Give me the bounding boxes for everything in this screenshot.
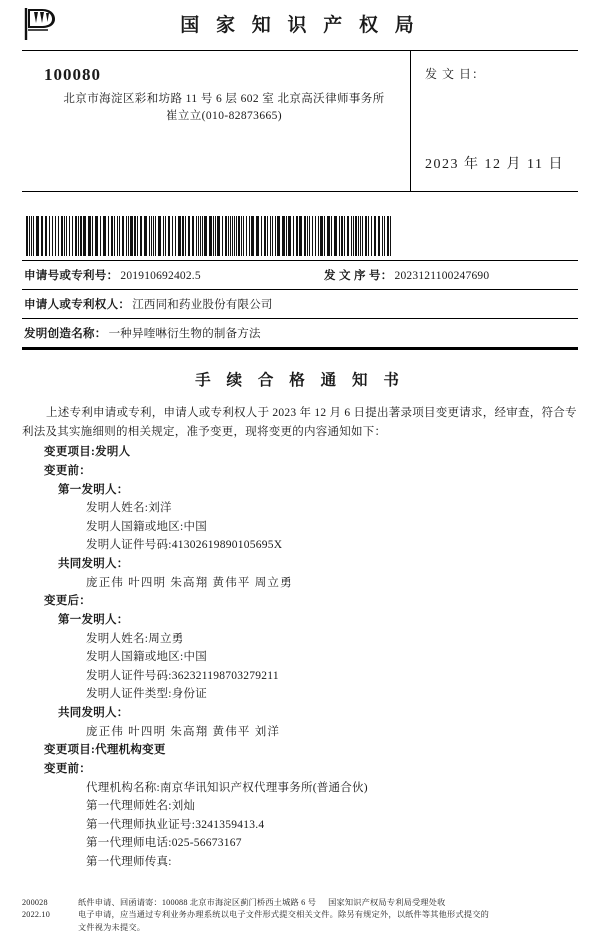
change-item-2: 变更项目:代理机构变更 xyxy=(44,744,166,757)
row-invention-title xyxy=(22,319,578,348)
after-label-1: 变更后： xyxy=(44,595,91,608)
before-label-2: 变更前： xyxy=(44,762,91,775)
agent-name: 第一代理师姓名:刘灿 xyxy=(86,800,196,813)
first-inventor-label-after: 第一发明人： xyxy=(58,613,129,626)
dispatch-date-value: 2023 年 12 月 11 日 xyxy=(425,157,564,172)
address-and-date-block xyxy=(22,51,578,192)
footer-line-3: 文件视为未提交。 xyxy=(78,922,146,932)
invention-title-label: 发明创造名称： xyxy=(24,328,107,340)
footer-line-2: 电子申请，应当通过专利业务办理系统以电子文件形式提交相关文件。除另有规定外，以纸件等其他形式提交的 xyxy=(78,910,489,920)
agent-fax: 第一代理师传真: xyxy=(86,856,172,868)
footer-line-1-a: 纸件申请、回函请寄：100088 北京市海淀区蓟门桥西土城路 6 号 xyxy=(78,898,317,908)
row-application-number xyxy=(22,261,578,290)
footer-line-1 xyxy=(78,897,578,909)
first-inventor-label-before: 第一发明人： xyxy=(58,483,129,496)
footer-line-1-b: 国家知识产权局专利局受理处收 xyxy=(328,898,446,908)
barcode-row xyxy=(22,192,578,261)
footer-code-line-1: 200028 xyxy=(22,898,48,908)
invention-title-cell xyxy=(24,325,261,341)
footer-code-line-2: 2022.10 xyxy=(22,910,51,920)
after-inventor-nationality: 发明人国籍或地区:中国 xyxy=(86,651,207,664)
document-header xyxy=(22,0,578,48)
applicant-value: 江西同和药业股份有限公司 xyxy=(132,299,273,311)
recipient-line: 崔立立(010-82873665) xyxy=(165,110,283,123)
footer-form-code xyxy=(22,897,78,934)
notice-body xyxy=(22,404,578,872)
notice-title: 手 续 合 格 通 知 书 xyxy=(195,372,405,389)
after-inventor-id: 发明人证件号码:362321198703279211 xyxy=(86,669,279,682)
co-inventor-label-after: 共同发明人： xyxy=(58,707,129,719)
dispatch-sequence-label: 发 文 序 号： xyxy=(324,270,393,282)
before-label-1: 变更前： xyxy=(44,464,91,477)
before-inventor-nationality: 发明人国籍或地区:中国 xyxy=(86,520,207,533)
co-inventors-before: 庞正伟 叶四明 朱高翔 黄伟平 周立勇 xyxy=(86,576,293,589)
before-inventor-name: 发明人姓名:刘洋 xyxy=(86,502,172,515)
row-applicant xyxy=(22,290,578,319)
after-inventor-id-type: 发明人证件类型:身份证 xyxy=(86,688,207,701)
dispatch-sequence-value: 2023121100247690 xyxy=(394,270,490,282)
document-footer xyxy=(22,897,578,934)
postcode: 100080 xyxy=(44,65,101,84)
dispatch-date-block xyxy=(410,51,578,191)
barcode-dispatch xyxy=(217,216,398,256)
notice-intro: 上述专利申请或专利，申请人或专利权人于 2023 年 12 月 6 日提出著录项目变更请求，经审查，符合专利法及其实施细则的相关规定，准予变更，现将变更的内容通知如下： xyxy=(22,407,577,438)
address-line: 北京市海淀区彩和坊路 11 号 6 层 602 室 北京高沃律师事务所 xyxy=(63,93,385,105)
applicant-label: 申请人或专利权人： xyxy=(24,299,131,311)
dispatch-sequence-cell xyxy=(324,267,578,283)
page-title: 国 家 知 识 产 权 局 xyxy=(180,15,420,36)
footer-instructions xyxy=(78,897,578,934)
change-item-1: 变更项目:发明人 xyxy=(44,446,131,459)
co-inventor-label-before: 共同发明人： xyxy=(58,558,129,570)
co-inventors-after: 庞正伟 叶四明 朱高翔 黄伟平 刘洋 xyxy=(86,725,281,738)
invention-title-value: 一种异喹啉衍生物的制备方法 xyxy=(108,328,261,340)
application-number-label: 申请号或专利号： xyxy=(24,270,119,282)
application-number-value: 201910692402.5 xyxy=(120,270,201,282)
application-number-cell xyxy=(24,267,324,283)
cnipa-logo-icon xyxy=(22,6,62,42)
agent-phone: 第一代理师电话:025-56673167 xyxy=(86,837,242,850)
barcode-application xyxy=(26,216,217,256)
after-inventor-name: 发明人姓名:周立勇 xyxy=(86,632,184,645)
before-inventor-id: 发明人证件号码:41302619890105695X xyxy=(86,539,283,552)
dispatch-date-label: 发 文 日： xyxy=(425,67,486,81)
applicant-cell xyxy=(24,296,273,312)
agent-license: 第一代理师执业证号:3241359413.4 xyxy=(86,818,265,831)
address-block xyxy=(22,51,410,191)
agency-name: 代理机构名称:南京华讯知识产权代理事务所(普通合伙) xyxy=(86,781,368,794)
